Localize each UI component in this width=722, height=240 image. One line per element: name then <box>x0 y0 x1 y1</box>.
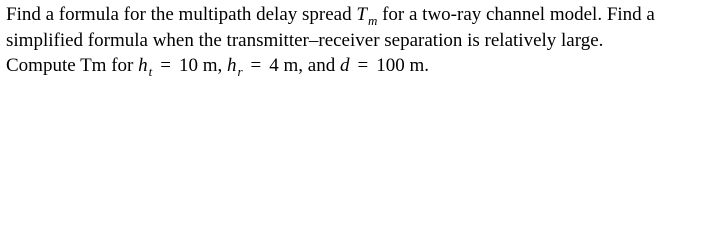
line1-text-after: for a two-ray channel model. Find a <box>382 4 655 25</box>
problem-line-3 <box>6 53 718 79</box>
ht-value: 10 m, <box>178 55 223 76</box>
ht-symbol <box>138 55 153 79</box>
problem-statement <box>6 2 718 79</box>
d-equals: = <box>357 55 369 76</box>
hr-variable: h <box>226 55 237 76</box>
tm-subscript: m <box>367 13 378 28</box>
line1-text-before: Find a formula for the multipath delay spread <box>6 4 352 25</box>
d-variable: d <box>339 55 350 76</box>
and-text: and <box>307 55 336 76</box>
problem-line-2 <box>6 28 718 53</box>
ht-variable: h <box>138 55 148 76</box>
tm-variable: T <box>356 4 367 25</box>
tm-symbol <box>356 4 378 28</box>
problem-line-1 <box>6 2 718 28</box>
hr-symbol <box>226 55 243 79</box>
line2-text: simplified formula when the transmitter–receiver separation is relatively large. <box>6 30 604 51</box>
hr-value: 4 m, <box>269 55 304 76</box>
ht-equals: = <box>160 55 171 76</box>
hr-subscript: r <box>237 64 243 79</box>
ht-subscript: t <box>148 64 153 79</box>
hr-equals: = <box>250 55 262 76</box>
line3-text-before: Compute Tm for <box>6 55 134 76</box>
d-value: 100 m. <box>376 55 429 76</box>
